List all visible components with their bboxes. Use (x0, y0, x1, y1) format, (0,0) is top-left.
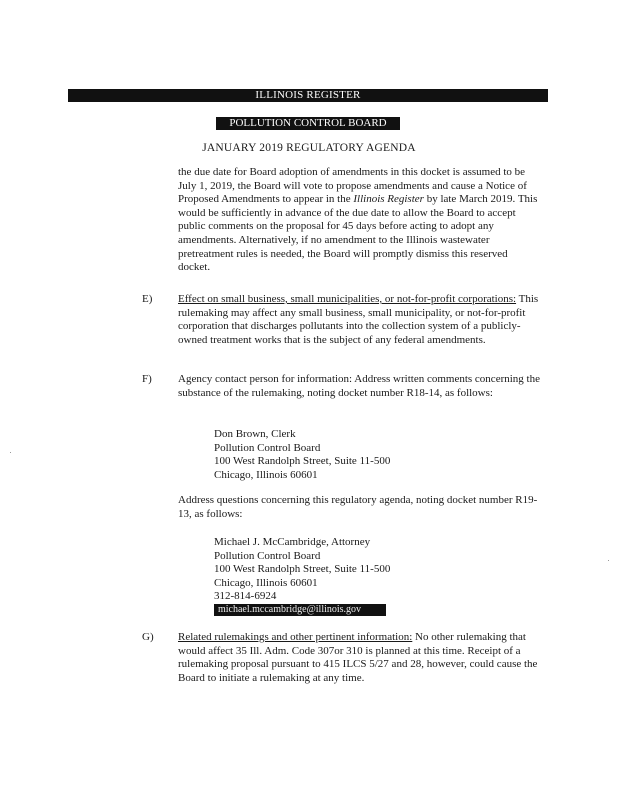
section-e-paragraph (178, 293, 542, 347)
intro-paragraph (178, 166, 542, 275)
attorney-phone: 312-814-6924 (214, 590, 277, 603)
section-g-body: No other rulemaking that would affect 35 Ill. Adm. Code 307or 310 is planned at this time. Receipt of a rulemaking proposal pursuant to 415 ILCS 5/27 and 28, however, could cause the Board to initiate a rulemaking at any time. (178, 631, 538, 684)
attorney-name: Michael J. McCambridge, Attorney (214, 536, 371, 548)
register-header: ILLINOIS REGISTER (68, 89, 548, 102)
attorney-street: 100 West Randolph Street, Suite 11-500 (214, 563, 391, 576)
intro-text-continued: by late March 2019. This would be sufficiently in advance of the due date to allow the Board to accept public comments on the proposal for 45 days before acting to adopt any amendments. Alternatively, if no amendment to the Illinois wastewater pretreatment rules is needed, the Board will promptly dismiss this reserved docket. (178, 193, 538, 274)
board-header: POLLUTION CONTROL BOARD (216, 117, 400, 130)
clerk-address-block (214, 428, 390, 482)
scan-speck (608, 560, 609, 561)
section-g-heading: Related rulemakings and other pertinent information: (178, 631, 413, 643)
clerk-org: Pollution Control Board (214, 441, 321, 454)
scan-speck (10, 452, 11, 453)
clerk-street: 100 West Randolph Street, Suite 11-500 (214, 455, 391, 468)
clerk-name: Don Brown, Clerk (214, 428, 296, 440)
section-f-intro (178, 373, 542, 400)
section-e-marker: E) (142, 293, 153, 305)
section-g-marker: G) (142, 631, 154, 643)
questions-text: Address questions concerning this regulatory agenda, noting docket number R19-13, as follows: (178, 494, 538, 520)
attorney-org: Pollution Control Board (214, 549, 321, 562)
clerk-city: Chicago, Illinois 60601 (214, 468, 318, 481)
section-f-marker: F) (142, 373, 152, 385)
intro-text: the due date for Board adoption of amendments in this docket is assumed to be July 1, 2019, the Board will vote to propose amendments and cause a Notice of Proposed Amendments to appear in the (178, 166, 527, 206)
illinois-register-italic: Illinois Register (353, 193, 424, 206)
agenda-title: JANUARY 2019 REGULATORY AGENDA (202, 142, 416, 154)
attorney-city: Chicago, Illinois 60601 (214, 576, 318, 589)
section-e-body: This rulemaking may affect any small business, small municipality, or not-for-profit corporation that discharges pollutants into the collection system of a publicly-owned treatment works that is the subject of any federal amendments. (178, 293, 539, 346)
attorney-address-block (214, 536, 390, 621)
section-g-paragraph (178, 631, 542, 685)
attorney-email: michael.mccambridge@illinois.gov (214, 604, 386, 616)
section-f-intro-text: Agency contact person for information: Address written comments concerning the substance of the rulemaking, noting docket number R18-14, as follows: (178, 373, 540, 399)
questions-paragraph (178, 494, 542, 521)
section-e-heading: Effect on small business, small municipalities, or not-for-profit corporations: (178, 293, 517, 305)
